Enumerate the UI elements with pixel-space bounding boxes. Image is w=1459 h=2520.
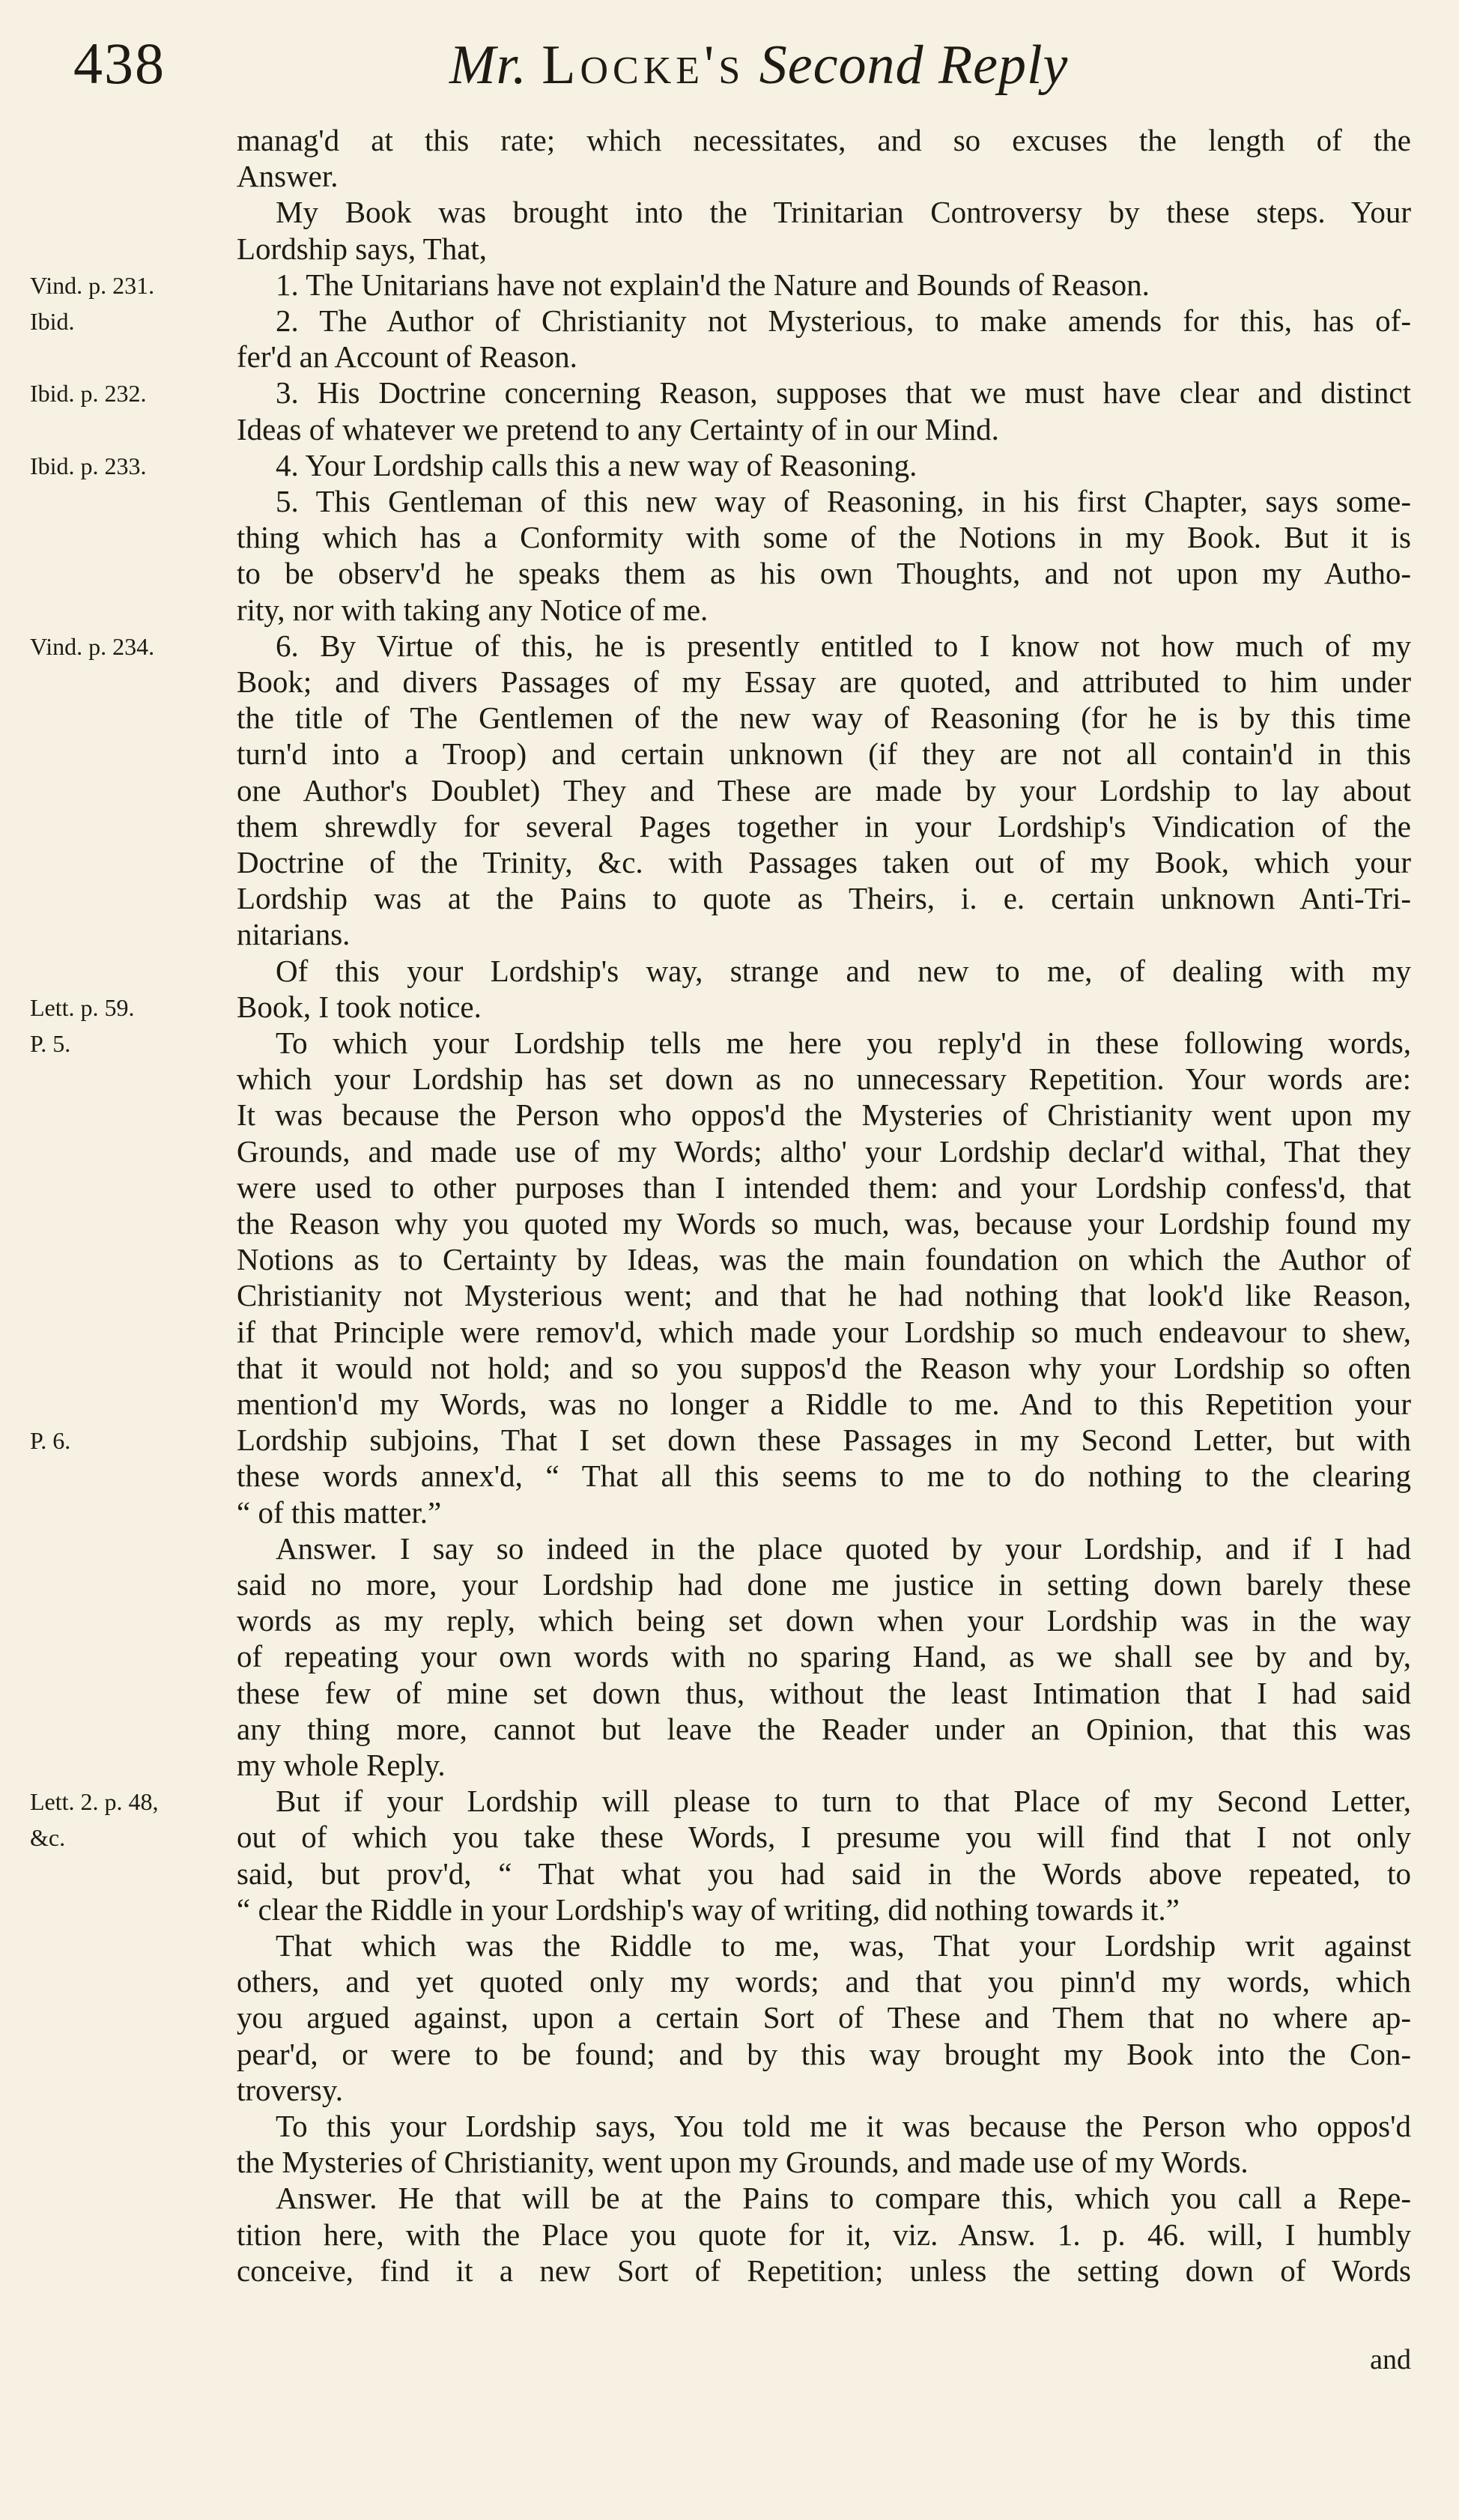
margin-note: P. 5. xyxy=(30,1030,71,1057)
text-line xyxy=(0,1058,1459,1099)
running-head-prefix: Mr. xyxy=(449,34,527,96)
margin-note: Lett. 2. p. 48, xyxy=(30,1788,159,1816)
line-text: My Book was brought into the Trinitarian Controversy by these steps. Your xyxy=(276,195,1411,230)
line-text: Doctrine of the Trinity, &c. with Passages taken out of my Book, which your xyxy=(237,845,1411,879)
line-text: these words annex'd, “ That all this seems to me to do nothing to the clearing xyxy=(237,1459,1411,1494)
text-line xyxy=(0,951,1459,991)
line-text: Lordship was at the Pains to quote as Theirs, i. e. certain unknown Anti-Tri- xyxy=(237,881,1411,916)
text-line xyxy=(0,1997,1459,2038)
margin-note: P. 6. xyxy=(30,1427,71,1455)
line-text: 6. By Virtue of this, he is presently entitled to I know not how much of my xyxy=(276,628,1411,663)
catchword: and xyxy=(1370,2344,1411,2375)
text-line xyxy=(0,1673,1459,1713)
text-line xyxy=(0,1094,1459,1135)
text-line xyxy=(0,1203,1459,1244)
running-head xyxy=(449,34,1069,96)
running-head-name: Locke's xyxy=(542,34,745,96)
text-line xyxy=(0,264,1459,305)
text-line xyxy=(0,2250,1459,2291)
text-line xyxy=(0,1961,1459,2002)
line-text: Ideas of whatever we pretend to any Certainty of in our Mind. xyxy=(237,411,999,446)
text-line xyxy=(0,517,1459,557)
text-line xyxy=(0,1853,1459,1894)
text-line xyxy=(0,842,1459,882)
text-line xyxy=(0,228,1459,269)
line-text: words as my reply, which being set down when your Lordship was in the way xyxy=(237,1603,1411,1638)
line-text: nitarians. xyxy=(237,917,351,952)
line-text: Answer. He that will be at the Pains to compare this, which you call a Repe- xyxy=(276,2181,1411,2216)
text-line xyxy=(0,1348,1459,1388)
line-text: Of this your Lordship's way, strange and new to me, of dealing with my xyxy=(276,953,1411,988)
text-line xyxy=(0,553,1459,593)
text-line xyxy=(0,445,1459,485)
line-text: Christianity not Mysterious went; and that he had nothing that look'd like Reason, xyxy=(237,1278,1411,1313)
margin-note: Ibid. p. 232. xyxy=(30,380,147,408)
page-number: 438 xyxy=(73,31,166,96)
line-text: said, but prov'd, “ That what you had said in the Words above repeated, to xyxy=(237,1856,1411,1891)
line-text: Answer. xyxy=(237,159,339,194)
text-line xyxy=(0,1023,1459,1063)
line-text: Answer. I say so indeed in the place quoted by your Lordship, and if I had xyxy=(276,1530,1411,1566)
text-line xyxy=(0,120,1459,160)
line-text: one Author's Doublet) They and These are made by your Lordship to lay about xyxy=(237,772,1411,808)
text-line xyxy=(0,987,1459,1027)
text-line xyxy=(0,1420,1459,1460)
text-line xyxy=(0,914,1459,954)
text-line xyxy=(0,1167,1459,1208)
line-text: thing which has a Conformity with some of the Notions in my Book. But it is xyxy=(237,520,1411,555)
margin-note: &c. xyxy=(30,1824,66,1852)
text-line xyxy=(0,2178,1459,2218)
line-text: 2. The Author of Christianity not Mysterious, to make amends for this, has of- xyxy=(276,303,1411,338)
text-line xyxy=(0,1636,1459,1677)
margin-note: Ibid. p. 233. xyxy=(30,452,147,479)
line-text: Notions as to Certainty by Ideas, was the main foundation on which the Author of xyxy=(237,1242,1411,1277)
text-line xyxy=(0,2106,1459,2146)
line-text: Book, I took notice. xyxy=(237,989,482,1024)
line-text: the Reason why you quoted my Words so much, was, because your Lordship found my xyxy=(237,1206,1411,1241)
line-text: Lordship says, That, xyxy=(237,231,488,266)
text-line xyxy=(0,1492,1459,1533)
text-line xyxy=(0,156,1459,196)
line-text: tition here, with the Place you quote for it, viz. Answ. 1. p. 46. will, I humbly xyxy=(237,2217,1411,2252)
text-line xyxy=(0,1817,1459,1857)
text-line xyxy=(0,481,1459,521)
line-text: these few of mine set down thus, without the least Intimation that I had said xyxy=(237,1675,1411,1710)
line-text: Grounds, and made use of my Words; altho' your Lordship declar'd withal, That they xyxy=(237,1133,1411,1169)
line-text: “ of this matter.” xyxy=(237,1494,442,1530)
text-line xyxy=(0,1456,1459,1496)
text-line xyxy=(0,1889,1459,1930)
line-text: you argued against, upon a certain Sort of These and Them that no where ap- xyxy=(237,2000,1411,2035)
text-line xyxy=(0,878,1459,918)
text-line xyxy=(0,626,1459,666)
line-text: Lordship subjoins, That I set down these Passages in my Second Letter, but with xyxy=(237,1423,1411,1458)
line-text: 1. The Unitarians have not explain'd the Nature and Bounds of Reason. xyxy=(276,267,1150,302)
text-line xyxy=(0,409,1459,449)
margin-note: Lett. p. 59. xyxy=(30,993,135,1021)
text-line xyxy=(0,2034,1459,2074)
line-text: were used to other purposes than I intended them: and your Lordship confess'd, that xyxy=(237,1169,1411,1205)
line-text: troversy. xyxy=(237,2072,343,2107)
text-line xyxy=(0,336,1459,377)
line-text: them shrewdly for several Pages together in your Lordship's Vindication of the xyxy=(237,808,1411,843)
text-line xyxy=(0,770,1459,811)
line-text: fer'd an Account of Reason. xyxy=(237,339,577,375)
line-text: any thing more, cannot but leave the Reader under an Opinion, that this was xyxy=(237,1711,1411,1746)
line-text: conceive, find it a new Sort of Repetition; unless the setting down of Words xyxy=(237,2253,1411,2288)
text-line xyxy=(0,2070,1459,2110)
margin-note: Vind. p. 234. xyxy=(30,632,155,660)
line-text: to be observ'd he speaks them as his own Thoughts, and not upon my Autho- xyxy=(237,556,1411,591)
margin-note: Ibid. xyxy=(30,308,75,335)
line-text: the Mysteries of Christianity, went upon my Grounds, and made use of my Words. xyxy=(237,2145,1249,2180)
line-text: out of which you take these Words, I presume you will find that I not only xyxy=(237,1820,1411,1855)
text-line xyxy=(0,300,1459,341)
running-head-suffix: Second Reply xyxy=(759,34,1069,96)
text-line xyxy=(0,1384,1459,1424)
line-text: But if your Lordship will please to turn to that Place of my Second Letter, xyxy=(276,1784,1411,1819)
text-line xyxy=(0,1781,1459,1821)
text-line xyxy=(0,2142,1459,2182)
line-text: To this your Lordship says, You told me it was because the Person who oppos'd xyxy=(276,2109,1411,2143)
line-text: the title of The Gentlemen of the new way of Reasoning (for he is by this time xyxy=(237,700,1411,736)
text-line xyxy=(0,2214,1459,2255)
line-text: which your Lordship has set down as no unnecessary Repetition. Your words are: xyxy=(237,1061,1411,1097)
line-text: 3. His Doctrine concerning Reason, supposes that we must have clear and distinct xyxy=(276,375,1411,411)
line-text: rity, nor with taking any Notice of me. xyxy=(237,592,709,627)
text-line xyxy=(0,1275,1459,1315)
text-line xyxy=(0,806,1459,846)
text-line xyxy=(0,1528,1459,1569)
line-text: 5. This Gentleman of this new way of Reasoning, in his first Chapter, says some- xyxy=(276,484,1411,518)
text-line xyxy=(0,372,1459,413)
text-line xyxy=(0,1600,1459,1641)
line-text: others, and yet quoted only my words; and that you pinn'd my words, which xyxy=(237,1964,1411,1999)
line-text: “ clear the Riddle in your Lordship's way of writing, did nothing towards it.” xyxy=(237,1891,1180,1927)
line-text: manag'd at this rate; which necessitates, and so excuses the length of the xyxy=(237,123,1411,157)
margin-note: Vind. p. 231. xyxy=(30,271,155,299)
line-text: mention'd my Words, was no longer a Riddle to me. And to this Repetition your xyxy=(237,1387,1411,1421)
text-line xyxy=(0,1239,1459,1279)
line-text: Book; and divers Passages of my Essay are quoted, and attributed to him under xyxy=(237,664,1411,699)
line-text: 4. Your Lordship calls this a new way of Reasoning. xyxy=(276,447,917,482)
line-text: To which your Lordship tells me here you reply'd in these following words, xyxy=(276,1026,1411,1060)
text-line xyxy=(0,1745,1459,1785)
text-line xyxy=(0,1925,1459,1966)
line-text: said no more, your Lordship had done me justice in setting down barely these xyxy=(237,1567,1411,1602)
line-text: that it would not hold; and so you suppos'd the Reason why your Lordship so often xyxy=(237,1350,1411,1385)
line-text: pear'd, or were to be found; and by this way brought my Book into the Con- xyxy=(237,2036,1411,2071)
line-text: if that Principle were remov'd, which made your Lordship so much endeavour to shew, xyxy=(237,1314,1411,1349)
line-text: of repeating your own words with no sparing Hand, as we shall see by and by, xyxy=(237,1639,1411,1674)
text-line xyxy=(0,697,1459,738)
text-line xyxy=(0,1312,1459,1352)
text-line xyxy=(0,661,1459,702)
text-line xyxy=(0,192,1459,232)
text-line xyxy=(0,1564,1459,1605)
line-text: my whole Reply. xyxy=(237,1748,446,1782)
line-text: It was because the Person who oppos'd the Mysteries of Christianity went upon my xyxy=(237,1097,1411,1133)
text-line xyxy=(0,1709,1459,1749)
line-text: That which was the Riddle to me, was, That your Lordship writ against xyxy=(276,1928,1411,1963)
text-line xyxy=(0,590,1459,630)
text-line xyxy=(0,1131,1459,1172)
text-line xyxy=(0,733,1459,774)
line-text: turn'd into a Troop) and certain unknown (if they are not all contain'd in this xyxy=(237,736,1411,772)
